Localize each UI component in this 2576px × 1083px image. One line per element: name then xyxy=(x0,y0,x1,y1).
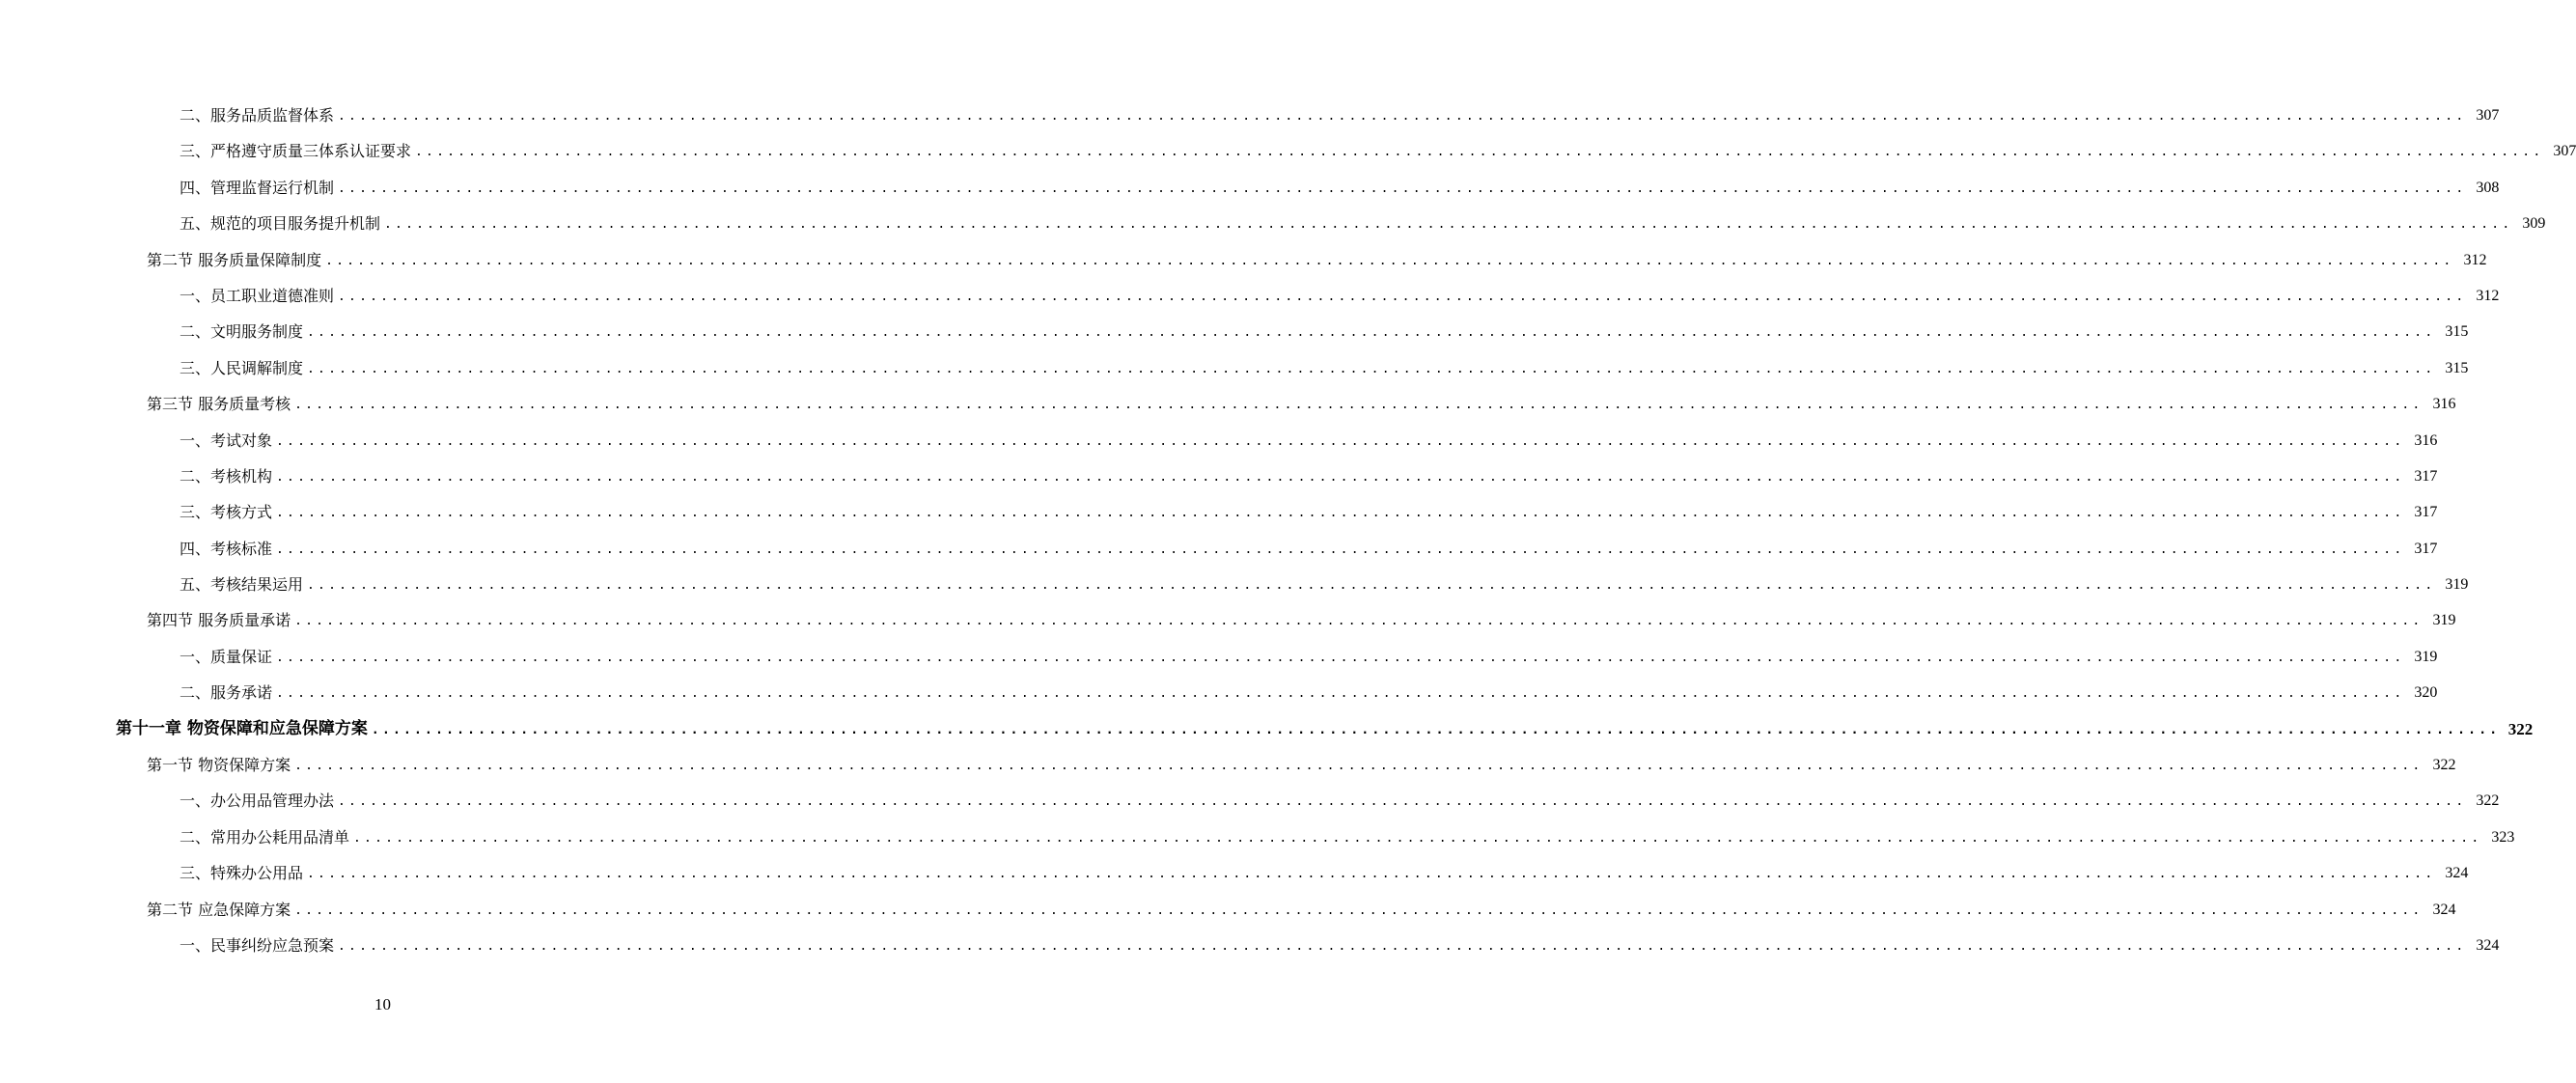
toc-entry-label: 一、民事纠纷应急预案 xyxy=(180,935,335,955)
toc-dot-leader: ........................................................................................................................................................................................................ xyxy=(307,325,2436,341)
toc-entry-page: 315 xyxy=(2445,359,2469,376)
toc-section-entry[interactable] xyxy=(0,602,2456,638)
toc-entry-page: 319 xyxy=(2414,648,2438,665)
toc-subsection-entry[interactable] xyxy=(0,97,2500,133)
toc-subsection-entry[interactable] xyxy=(0,783,2500,819)
toc-entry-label: 三、人民调解制度 xyxy=(180,358,304,377)
toc-entry-label: 二、考核机构 xyxy=(180,466,273,486)
toc-chapter-entry[interactable] xyxy=(0,711,2534,747)
toc-entry-page: 317 xyxy=(2414,467,2438,485)
toc-dot-leader: ........................................................................................................................................................................................................ xyxy=(325,253,2454,268)
toc-dot-leader: ........................................................................................................................................................................................................ xyxy=(276,686,2405,702)
toc-entry-label: 第三节 服务质量考核 xyxy=(147,395,291,414)
toc-dot-leader: ........................................................................................................................................................................................................ xyxy=(294,902,2424,918)
toc-entry-page: 307 xyxy=(2476,107,2500,124)
table-of-contents xyxy=(0,97,2576,963)
toc-dot-leader: ........................................................................................................................................................................................................ xyxy=(294,759,2424,774)
toc-dot-leader: ........................................................................................................................................................................................................ xyxy=(307,361,2436,376)
toc-entry-page: 316 xyxy=(2432,396,2456,413)
toc-subsection-entry[interactable] xyxy=(0,458,2438,494)
toc-entry-label: 一、考试对象 xyxy=(180,430,273,450)
toc-section-entry[interactable] xyxy=(0,892,2456,928)
toc-entry-page: 312 xyxy=(2463,251,2487,268)
toc-entry-page: 324 xyxy=(2476,936,2500,954)
toc-entry-page: 322 xyxy=(2507,719,2534,738)
toc-subsection-entry[interactable] xyxy=(0,133,2576,169)
toc-dot-leader: ........................................................................................................................................................................................................ xyxy=(307,578,2436,594)
toc-entry-label: 第十一章 物资保障和应急保障方案 xyxy=(116,718,368,738)
toc-dot-leader: ........................................................................................................................................................................................................ xyxy=(276,433,2405,449)
toc-subsection-entry[interactable] xyxy=(0,494,2438,530)
toc-dot-leader: ........................................................................................................................................................................................................ xyxy=(276,650,2405,665)
toc-subsection-entry[interactable] xyxy=(0,278,2500,314)
toc-subsection-entry[interactable] xyxy=(0,314,2469,349)
toc-entry-page: 323 xyxy=(2491,828,2515,846)
toc-entry-label: 第四节 服务质量承诺 xyxy=(147,611,291,630)
toc-subsection-entry[interactable] xyxy=(0,423,2438,458)
toc-subsection-entry[interactable] xyxy=(0,531,2438,567)
toc-dot-leader: ........................................................................................................................................................................................................ xyxy=(384,217,2513,233)
toc-section-entry[interactable] xyxy=(0,747,2456,783)
toc-entry-page: 309 xyxy=(2522,215,2546,233)
toc-dot-leader: ........................................................................................................................................................................................................ xyxy=(338,109,2467,124)
toc-dot-leader: ........................................................................................................................................................................................................ xyxy=(276,506,2405,521)
toc-dot-leader: ........................................................................................................................................................................................................ xyxy=(294,398,2424,413)
toc-dot-leader: ........................................................................................................................................................................................................ xyxy=(276,542,2405,557)
toc-entry-label: 第二节 服务质量保障制度 xyxy=(147,250,322,269)
toc-subsection-entry[interactable] xyxy=(0,855,2469,891)
toc-entry-page: 322 xyxy=(2476,792,2500,810)
toc-subsection-entry[interactable] xyxy=(0,675,2438,710)
toc-dot-leader: ........................................................................................................................................................................................................ xyxy=(294,614,2424,629)
toc-section-entry[interactable] xyxy=(0,242,2487,278)
toc-entry-page: 320 xyxy=(2414,684,2438,702)
toc-dot-leader: ........................................................................................................................................................................................................ xyxy=(307,867,2436,882)
toc-subsection-entry[interactable] xyxy=(0,567,2469,602)
toc-entry-page: 322 xyxy=(2432,757,2456,774)
toc-entry-page: 308 xyxy=(2476,179,2500,196)
toc-subsection-entry[interactable] xyxy=(0,206,2546,241)
toc-entry-label: 第一节 物资保障方案 xyxy=(147,756,291,775)
toc-subsection-entry[interactable] xyxy=(0,170,2500,206)
toc-entry-label: 四、管理监督运行机制 xyxy=(180,178,335,197)
toc-entry-label: 五、考核结果运用 xyxy=(180,575,304,595)
toc-entry-label: 第二节 应急保障方案 xyxy=(147,900,291,919)
toc-dot-leader: ........................................................................................................................................................................................................ xyxy=(338,794,2467,810)
toc-dot-leader: ........................................................................................................................................................................................................ xyxy=(353,830,2482,846)
toc-entry-page: 307 xyxy=(2553,143,2576,160)
toc-section-entry[interactable] xyxy=(0,386,2456,422)
toc-entry-page: 316 xyxy=(2414,431,2438,449)
toc-subsection-entry[interactable] xyxy=(0,350,2469,386)
toc-entry-page: 319 xyxy=(2445,576,2469,594)
toc-subsection-entry[interactable] xyxy=(0,819,2515,855)
toc-entry-page: 317 xyxy=(2414,504,2438,521)
toc-entry-page: 315 xyxy=(2445,323,2469,341)
toc-entry-label: 三、特殊办公用品 xyxy=(180,864,304,883)
toc-entry-page: 312 xyxy=(2476,287,2500,304)
toc-dot-leader: ........................................................................................................................................................................................................ xyxy=(338,938,2467,954)
toc-entry-page: 317 xyxy=(2414,540,2438,557)
page-number: 10 xyxy=(374,995,391,1014)
toc-dot-leader: ........................................................................................................................................................................................................ xyxy=(338,289,2467,304)
toc-subsection-entry[interactable] xyxy=(0,928,2500,963)
toc-entry-label: 三、严格遵守质量三体系认证要求 xyxy=(180,142,412,161)
toc-entry-label: 二、常用办公耗用品清单 xyxy=(180,827,350,847)
toc-dot-leader: ........................................................................................................................................................................................................ xyxy=(276,469,2405,485)
toc-subsection-entry[interactable] xyxy=(0,639,2438,675)
toc-dot-leader: ........................................................................................................................................................................................................ xyxy=(371,722,2501,737)
toc-entry-label: 四、考核标准 xyxy=(180,539,273,558)
toc-entry-page: 319 xyxy=(2432,612,2456,629)
toc-entry-page: 324 xyxy=(2445,865,2469,882)
toc-dot-leader: ........................................................................................................................................................................................................ xyxy=(338,180,2467,196)
toc-entry-label: 三、考核方式 xyxy=(180,503,273,522)
toc-entry-label: 一、员工职业道德准则 xyxy=(180,286,335,305)
toc-entry-label: 二、服务承诺 xyxy=(180,683,273,703)
toc-entry-label: 二、服务品质监督体系 xyxy=(180,106,335,125)
toc-entry-label: 一、质量保证 xyxy=(180,647,273,666)
toc-entry-label: 一、办公用品管理办法 xyxy=(180,791,335,811)
toc-entry-page: 324 xyxy=(2432,901,2456,918)
toc-entry-label: 二、文明服务制度 xyxy=(180,322,304,342)
toc-dot-leader: ........................................................................................................................................................................................................ xyxy=(415,145,2544,160)
toc-entry-label: 五、规范的项目服务提升机制 xyxy=(180,214,381,234)
